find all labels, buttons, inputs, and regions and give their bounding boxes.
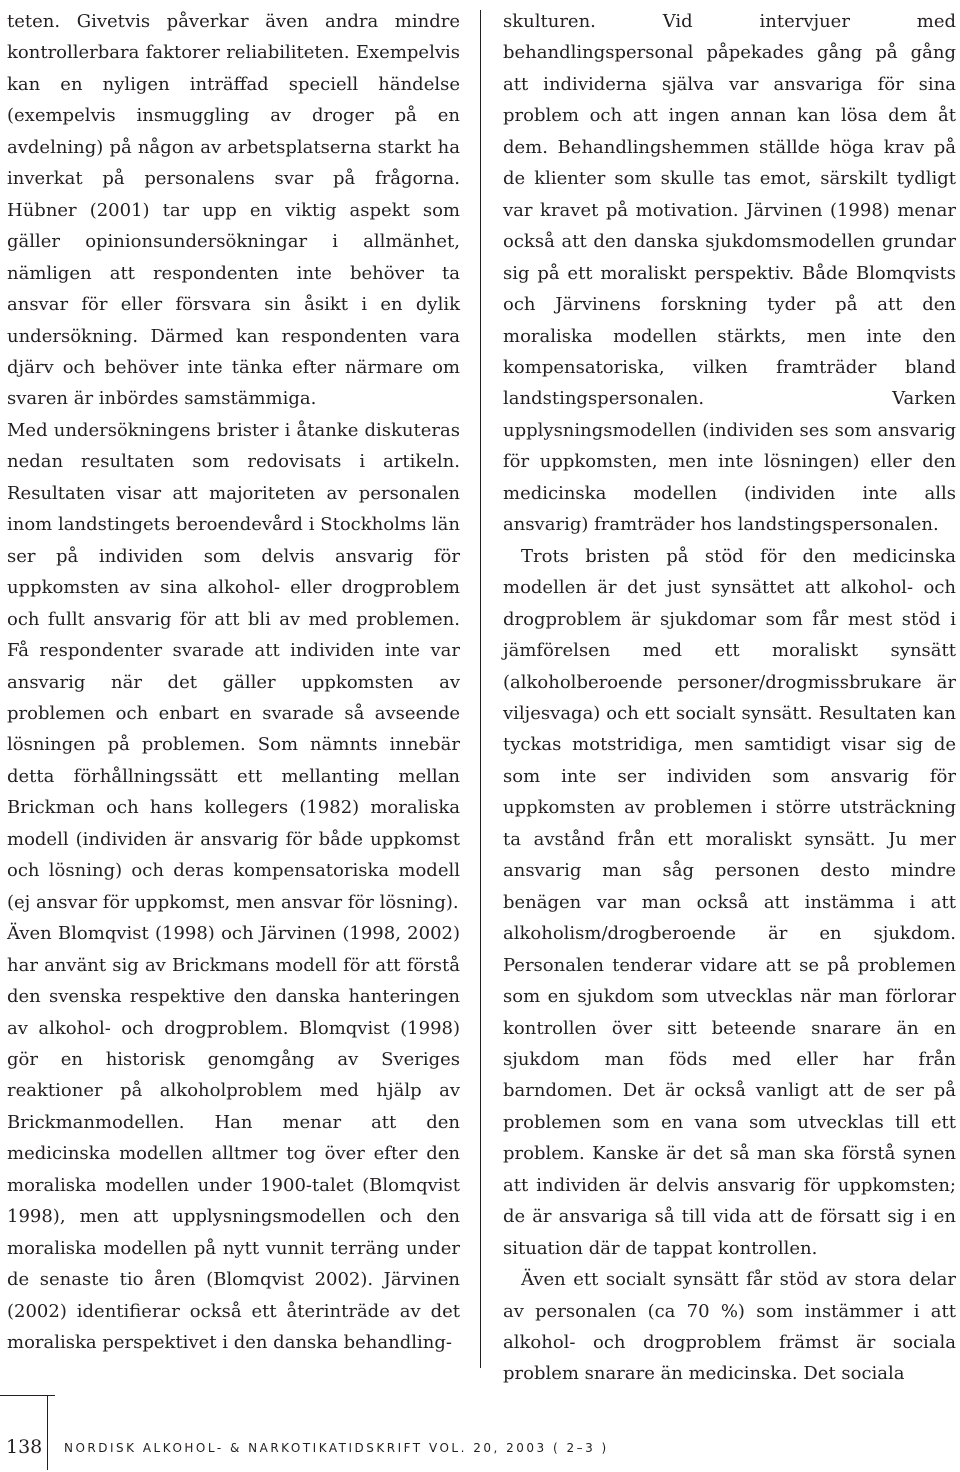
paragraph: Trots bristen på stöd för den medicinska modellen är det just synsättet att alkohol- och drogproblem är sjukdomar som får mest stöd i jämförelsen med ett moraliskt synsätt (alkoholberoende personer/drogmissbrukare är viljesvaga) och ett socialt synsätt. Resultaten kan tyckas motstridiga, men samtidigt visar sig de som inte ser individen som ansvarig för uppkomsten av problemen i större utsträckning ta avstånd från ett moraliskt synsätt. Ju mer ansvarig man såg personen desto mindre benägen var man också att instämma i att alkoholism/drogberoende är en sjukdom. Personalen tenderar vidare att se på problemen som en sjukdom som utvecklas när man förlorar kontrollen över sitt beteende snarare än en sjukdom man föds med eller har från barndomen. Det är också vanligt att de ser på problemen som en vana som utvecklas till ett problem. Kanske är det så man ska förstå synen att individen är delvis ansvarig för uppkomsten; de är ansvariga så till vida att de försatt sig i en situation där de tappat kontrollen. [503, 545, 956, 1259]
page-number: 138 [6, 1436, 43, 1458]
footer-vertical-rule [47, 1395, 48, 1470]
paragraph: skulturen. Vid intervjuer med behandlingspersonal påpekades gång på gång att individerna själva var ansvariga för sina problem och att ingen annan kan lösa dem åt dem. Behandlingshemmen ställde höga krav på de klienter som skulle tas emot, särskilt tydligt var kravet på motivation. Järvinen (1998) menar också att den danska sjukdomsmodellen grundar sig på ett moraliskt perspektiv. Både Blomqvists och Järvinens forskning tyder på att den moraliska modellen stärkts, men inte den kompensatoriska, vilken framträder bland landstingspersonalen. Varken upplysningsmodellen (individen ses som ansvarig för uppkomsten, men inte lösningen) eller den medicinska modellen (individen inte alls ansvarig) framträder hos landstingspersonalen. [503, 11, 956, 536]
paragraph: Med undersökningens brister i åtanke diskuteras nedan resultaten som redovisats i artikeln. Resultaten visar att majoriteten av personalen inom landstingets beroendevård i Stockholms län ser på individen som delvis ansvarig för uppkomsten av sina alkohol- eller drogproblem och fullt ansvarig för att bli av med problemen. Få respondenter svarade att individen inte var ansvarig när det gäller uppkomsten av problemen och enbart en svarade så avseende lösningen på problemen. Som nämnts innebär detta förhållningssätt ett mellanting mellan Brickman och hans kollegers (1982) moraliska modell (individen är ansvarig för både uppkomst och lösning) och deras kompensatoriska modell (ej ansvar för uppkomst, men ansvar för lösning). [7, 419, 460, 913]
paragraph: Även Blomqvist (1998) och Järvinen (1998, 2002) har använt sig av Brickmans modell för att förstå den svenska respektive den danska hanteringen av alkohol- och drogproblem. Blomqvist (1998) gör en historisk genomgång av Sveriges reaktioner på alkoholproblem med hjälp av Brickmanmodellen. Han menar att den medicinska modellen alltmer tog över efter den moraliska modellen under 1900-talet (Blomqvist 1998), men att upplysningsmodellen och den moraliska modellen på nytt vunnit terräng under de senaste tio åren (Blomqvist 2002). Järvinen (2002) identifierar också ett återinträde av det moraliska perspektivet i den danska behandling- [7, 923, 460, 1354]
column-divider [480, 10, 481, 1368]
paragraph: Även ett socialt synsätt får stöd av stora delar av personalen (ca 70 %) som instämmer i att alkohol- och drogproblem främst är sociala problem snarare än medicinska. Det sociala [503, 1269, 956, 1385]
journal-running-footer: NORDISK ALKOHOL- & NARKOTIKATIDSKRIFT VOL. 20, 2003 ( 2–3 ) [64, 1441, 609, 1455]
paragraph: teten. Givetvis påverkar även andra mindre kontrollerbara faktorer reliabiliteten. Exempelvis kan en nyligen inträffad speciell händelse (exempelvis insmuggling av droger på en avdelning) på någon av arbetsplatserna starkt ha inverkat på personalens svar på frågorna. Hübner (2001) tar upp en viktig aspekt som gäller opinionsundersökningar i allmänhet, nämligen att respondenten inte behöver ta ansvar för eller försvara sin åsikt i en dylik undersökning. Därmed kan respondenten vara djärv och behöver inte tänka efter närmare om svaren är inbördes samstämmiga. [7, 11, 460, 410]
left-text-column [7, 6, 460, 1358]
right-text-column [503, 6, 956, 1390]
